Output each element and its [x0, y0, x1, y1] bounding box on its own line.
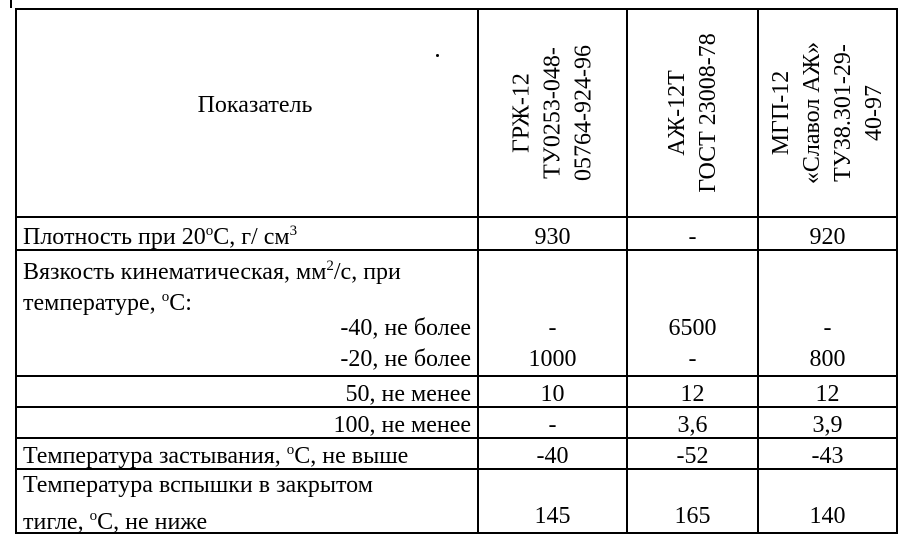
table-cell	[627, 250, 758, 376]
viscosity-sub-label: 50, не менее	[16, 376, 478, 407]
margin-tick	[10, 0, 12, 8]
header-label-cell	[16, 9, 478, 217]
viscosity-line1: Вязкость кинематическая, $мм^2/с$, при	[23, 258, 401, 285]
header-row	[16, 9, 897, 217]
table-value: -	[548, 315, 557, 341]
viscosity-sub-label: 100, не менее	[16, 407, 478, 438]
header-col-grzh-line: ГРЖ-12	[508, 73, 534, 153]
header-col-mgp-line: МГП-12	[767, 70, 794, 156]
table-cell: -43	[758, 438, 897, 469]
table-cell: 3,9	[758, 407, 897, 438]
viscosity-sub-label: -20, не более	[340, 346, 471, 372]
flash-point-line2: тигле, $^о$С, не ниже	[23, 508, 208, 535]
table-value: -	[688, 346, 697, 372]
density-label: Плотность при $20^оС$, г/ $см^3$	[16, 217, 478, 250]
table-cell	[758, 250, 897, 376]
table-row-visc-50	[16, 376, 897, 407]
header-label: Показатель	[197, 92, 313, 118]
table-value: 1000	[528, 346, 577, 372]
header-col-grzh	[478, 9, 627, 217]
flash-point-line1: Температура вспышки в закрытом	[23, 472, 373, 498]
table-cell: -40	[478, 438, 627, 469]
table-cell	[478, 469, 627, 533]
table-cell: -	[478, 407, 627, 438]
header-col-mgp-line: «Славол АЖ»	[798, 41, 825, 185]
table-row-visc-100	[16, 407, 897, 438]
table-value: 165	[674, 503, 711, 529]
table-value: 800	[809, 346, 846, 372]
viscosity-sub-label: -40, не более	[340, 315, 471, 341]
header-col-mgp-line: 40-97	[860, 85, 887, 141]
flash-point-label-cell	[16, 469, 478, 533]
table-cell: 920	[758, 217, 897, 250]
table-cell: -	[627, 217, 758, 250]
table-cell	[627, 469, 758, 533]
table-cell: -52	[627, 438, 758, 469]
table-row-viscosity-block	[16, 250, 897, 376]
stray-dot	[436, 54, 439, 57]
header-col-azh-line: ГОСТ 23008-78	[694, 33, 721, 193]
table-row-density	[16, 217, 897, 250]
table-cell: 930	[478, 217, 627, 250]
table-row-pour-point	[16, 438, 897, 469]
header-col-mgp-line: ТУ38.301-29-	[829, 44, 856, 182]
header-col-mgp	[758, 9, 897, 217]
table-cell	[478, 250, 627, 376]
table-cell: 10	[478, 376, 627, 407]
viscosity-label-cell	[16, 250, 478, 376]
header-col-grzh-line: ТУ0253-048-	[539, 47, 565, 179]
table-row-flash-point	[16, 469, 897, 533]
table-value: -	[823, 315, 832, 341]
table-value: 145	[534, 503, 571, 529]
table-cell: 12	[758, 376, 897, 407]
pour-point-label: Температура застывания, $^о$С, не выше	[16, 438, 478, 469]
table-cell: 12	[627, 376, 758, 407]
table-cell: 3,6	[627, 407, 758, 438]
table-value: 6500	[668, 315, 717, 341]
table-value: 140	[809, 503, 846, 529]
properties-table	[15, 8, 898, 534]
header-col-azh-line: АЖ-12Т	[663, 70, 690, 156]
viscosity-line2: температуре, $^о$С:	[23, 289, 192, 316]
header-col-azh	[627, 9, 758, 217]
header-col-grzh-line: 05764-924-96	[570, 45, 596, 181]
table-cell	[758, 469, 897, 533]
